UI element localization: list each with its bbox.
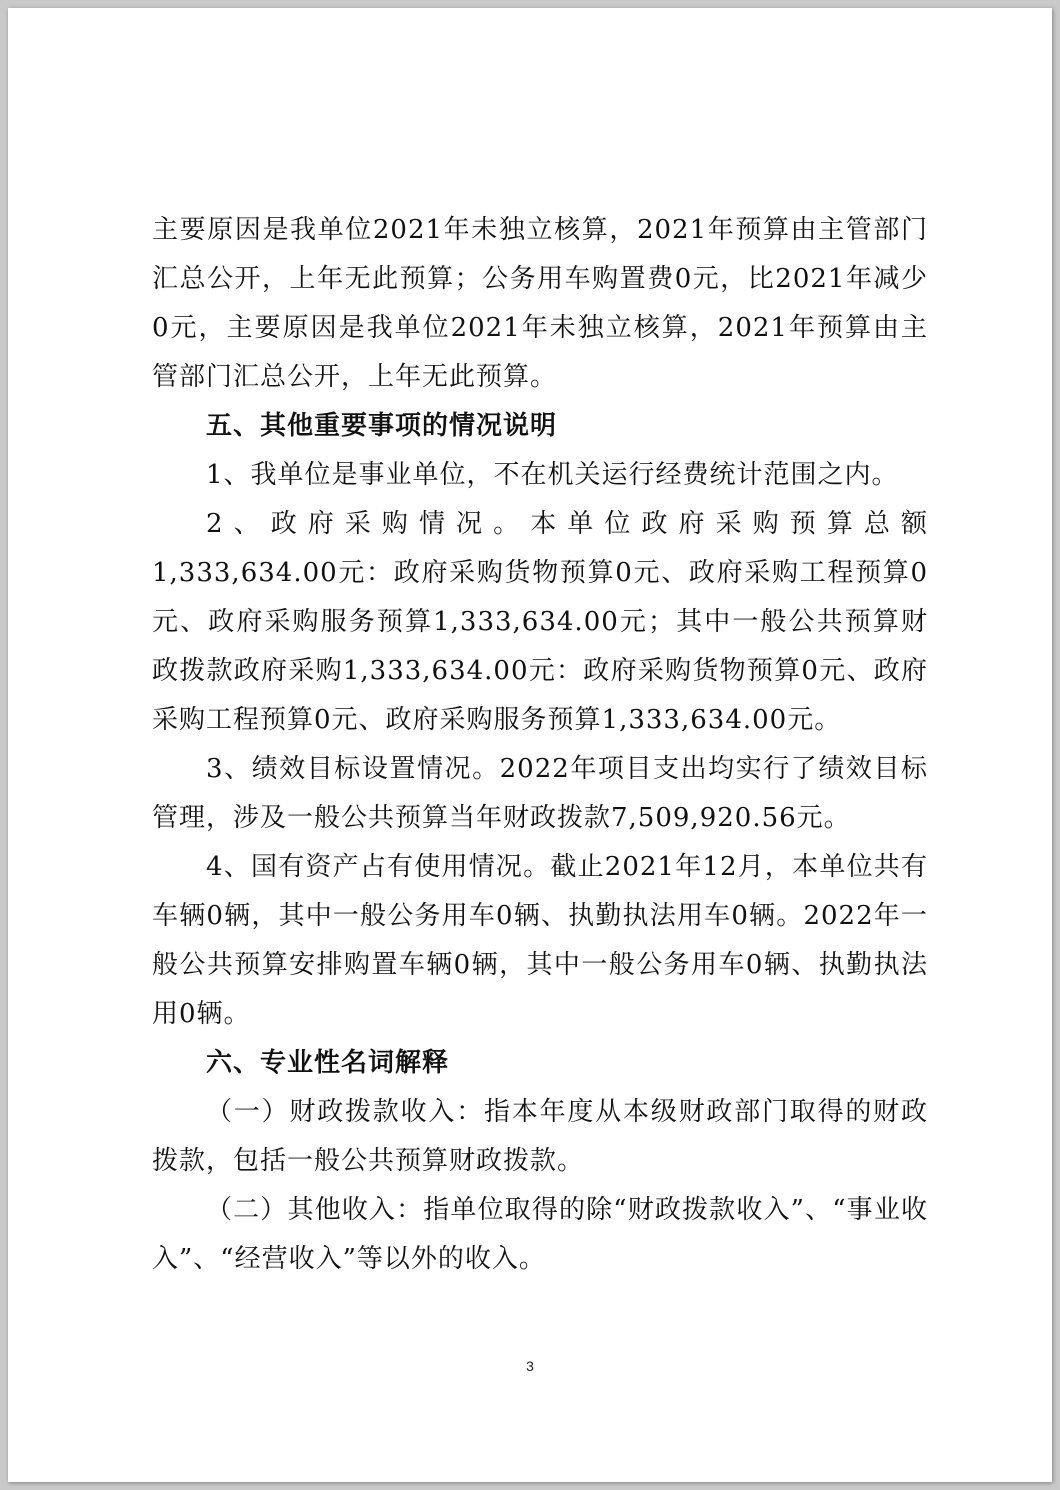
paragraph-other-income: （二）其他收入：指单位取得的除“财政拨款收入”、“事业收入”、“经营收入”等以外的收入。: [152, 1195, 928, 1274]
paragraph-operating-funds: 1、我单位是事业单位，不在机关运行经费统计范围之内。: [206, 460, 899, 490]
paragraph-state-assets: 4、国有资产占有使用情况。截止2021年12月，本单位共有车辆0辆，其中一般公务用车0辆、执勤执法用车0辆。2022年一般公共预算安排购置车辆0辆，其中一般公务用车0辆、执勤执法用0辆。: [152, 852, 928, 1029]
paragraph-fiscal-appropriation-income: （一）财政拨款收入：指本年度从本级财政部门取得的财政拨款，包括一般公共预算财政拨款。: [152, 1097, 928, 1176]
paragraph-performance-targets: 3、绩效目标设置情况。2022年项目支出均实行了绩效目标管理，涉及一般公共预算当年财政拨款7,509,920.56元。: [152, 754, 928, 833]
section-heading-other-matters: 五、其他重要事项的情况说明: [206, 411, 558, 441]
paragraph-continuation: 主要原因是我单位2021年未独立核算，2021年预算由主管部门汇总公开，上年无此预算；公务用车购置费0元，比2021年减少0元，主要原因是我单位2021年未独立核算，2021年预算由主管部门汇总公开，上年无此预算。: [152, 215, 928, 392]
section-heading-terminology: 六、专业性名词解释: [206, 1048, 450, 1078]
paragraph-government-procurement: 2、政府采购情况。本单位政府采购预算总额 1,333,634.00元：政府采购货物预算0元、政府采购工程预算0元、政府采购服务预算1,333,634.00元；其中一般公共预算财政拨款政府采购1,333,634.00元：政府采购货物预算0元、政府采购工程预算0元、政府采购服务预算1,333,634.00元。: [152, 509, 928, 735]
document-page: [8, 8, 1052, 1482]
page-number: 3: [526, 1358, 534, 1374]
document-body: [152, 206, 928, 1284]
